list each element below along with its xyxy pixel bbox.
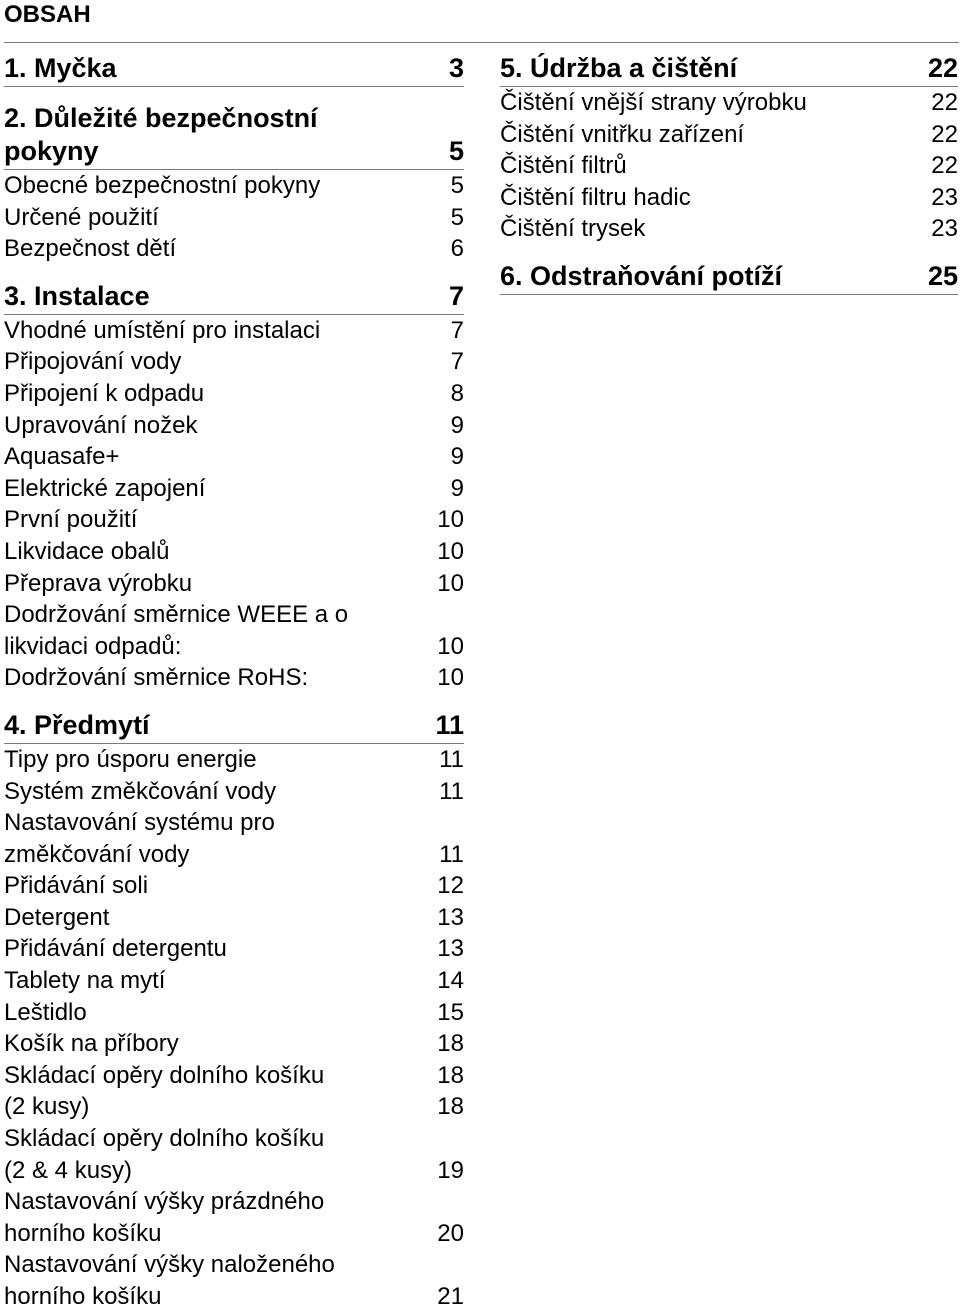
- toc-entry[interactable]: [4, 1028, 464, 1060]
- toc-entry-page: 10: [437, 632, 464, 660]
- section-heading-page: 7: [448, 280, 464, 311]
- toc-entry-page: 23: [931, 183, 958, 211]
- toc-entry-label: Leštidlo: [4, 998, 87, 1026]
- toc-entry-label: (2 kusy): [4, 1093, 90, 1121]
- section-heading-title: 4. Předmytí: [4, 709, 150, 740]
- toc-entry-label: Elektrické zapojení: [4, 474, 206, 502]
- section-gap: [4, 87, 464, 102]
- toc-entry[interactable]: [500, 119, 958, 151]
- section-heading-title: 3. Instalace: [4, 280, 150, 311]
- toc-entry-label: Připojení k odpadu: [4, 379, 205, 407]
- toc-entry-page: 11: [439, 840, 464, 868]
- toc-entry-page: 20: [437, 1219, 464, 1247]
- section-heading[interactable]: [4, 102, 464, 170]
- title-divider: [4, 42, 959, 43]
- toc-section: [4, 709, 464, 1313]
- toc-entry-label: Čištění vnější strany výrobku: [500, 89, 807, 116]
- toc-entry-page: 22: [931, 120, 958, 148]
- toc-entry[interactable]: [4, 870, 464, 902]
- toc-entry[interactable]: [4, 599, 464, 662]
- toc-entry-label: Tablety na mytí: [4, 967, 166, 995]
- section-heading[interactable]: [4, 709, 464, 744]
- section-heading-page: 11: [435, 709, 464, 740]
- toc-entry-page: 18: [437, 1030, 464, 1058]
- toc-entry-label: Přeprava výrobku: [4, 569, 193, 597]
- toc-entry[interactable]: [4, 807, 464, 870]
- toc-entry-page: 7: [450, 316, 464, 344]
- section-heading-page: 22: [927, 53, 958, 83]
- toc-entry-page: 11: [439, 777, 464, 805]
- toc-entry-page: 10: [437, 664, 464, 692]
- toc-entry[interactable]: [4, 473, 464, 505]
- toc-entry-page: 22: [931, 152, 958, 180]
- section-heading-title: 5. Údržba a čištění: [500, 53, 738, 83]
- section-heading[interactable]: [4, 280, 464, 315]
- toc-entry-label: Obecné bezpečnostní pokyny: [4, 172, 321, 199]
- toc-entry[interactable]: [4, 1186, 464, 1249]
- toc-entry[interactable]: [500, 150, 958, 182]
- section-gap: [4, 694, 464, 709]
- toc-entry-label: Přidávání detergentu: [4, 935, 227, 963]
- toc-section: [4, 280, 464, 694]
- toc-entry-page: 9: [450, 411, 464, 439]
- toc-entry[interactable]: [4, 1060, 464, 1092]
- toc-entry-label: Košík na příbory: [4, 1030, 179, 1058]
- toc-section: [4, 52, 464, 87]
- toc-entry[interactable]: [4, 202, 464, 234]
- toc-entry-label: Nastavování systému pro změkčování vody: [4, 809, 275, 868]
- toc-entry-page: 19: [437, 1156, 464, 1184]
- toc-entry[interactable]: [4, 441, 464, 473]
- toc-entry[interactable]: [4, 1249, 464, 1312]
- toc-entry-page: 18: [437, 1061, 464, 1089]
- toc-entry-label: Přidávání soli: [4, 872, 149, 900]
- toc-entry-label: Skládací opěry dolního košíku (2 & 4 kusy): [4, 1125, 325, 1184]
- toc-entry-label: Skládací opěry dolního košíku: [4, 1061, 325, 1089]
- toc-entry[interactable]: [4, 233, 464, 265]
- toc-entry-label: Upravování nožek: [4, 411, 198, 439]
- section-entries: [4, 170, 464, 265]
- toc-entry[interactable]: [4, 1091, 464, 1123]
- toc-entry[interactable]: [4, 965, 464, 997]
- toc-left-column: [4, 52, 464, 1313]
- toc-entry[interactable]: [4, 933, 464, 965]
- toc-entry-page: 15: [437, 998, 464, 1026]
- toc-entry-page: 14: [437, 967, 464, 995]
- toc-entry[interactable]: [4, 315, 464, 347]
- section-heading[interactable]: [4, 52, 464, 87]
- toc-entry-label: Čištění vnitřku zařízení: [500, 120, 745, 148]
- toc-entry[interactable]: [4, 997, 464, 1029]
- toc-entry[interactable]: [4, 776, 464, 808]
- toc-entry-page: 13: [437, 903, 464, 931]
- toc-right-column: [500, 52, 958, 295]
- toc-section: [500, 52, 958, 245]
- toc-entry[interactable]: [4, 568, 464, 600]
- toc-entry-label: Systém změkčování vody: [4, 777, 277, 805]
- toc-entry-label: Připojování vody: [4, 348, 182, 376]
- toc-entry-page: 11: [439, 745, 464, 773]
- toc-entry[interactable]: [500, 213, 958, 245]
- toc-section: [4, 102, 464, 265]
- toc-entry-label: Bezpečnost dětí: [4, 235, 177, 263]
- toc-entry-page: 21: [437, 1283, 464, 1310]
- toc-section: [500, 260, 958, 295]
- toc-entry[interactable]: [4, 536, 464, 568]
- toc-entry[interactable]: [4, 504, 464, 536]
- page-title: OBSAH: [4, 1, 91, 28]
- toc-entry-label: První použití: [4, 506, 138, 534]
- toc-entry-label: Aquasafe+: [4, 443, 120, 471]
- toc-entry-page: 10: [437, 537, 464, 565]
- toc-entry-label: Čištění filtrů: [500, 152, 627, 180]
- toc-entry[interactable]: [4, 346, 464, 378]
- toc-entry[interactable]: [4, 902, 464, 934]
- toc-entry[interactable]: [500, 182, 958, 214]
- section-entries: [4, 744, 464, 1313]
- section-heading[interactable]: [500, 260, 958, 295]
- section-gap: [4, 265, 464, 280]
- section-entries: [4, 315, 464, 694]
- toc-entry-page: 8: [450, 379, 464, 407]
- toc-entry[interactable]: [4, 378, 464, 410]
- toc-entry-page: 7: [450, 348, 464, 376]
- toc-entry-label: Nastavování výšky naloženého horního košíku: [4, 1251, 335, 1310]
- section-heading-title: 1. Myčka: [4, 53, 117, 83]
- toc-entry-label: Likvidace obalů: [4, 537, 170, 565]
- toc-entry-page: 10: [437, 569, 464, 597]
- section-heading-page: 25: [927, 260, 958, 291]
- toc-entry-label: Dodržování směrnice RoHS:: [4, 664, 309, 692]
- toc-entry-label: Čištění filtru hadic: [500, 183, 691, 211]
- toc-entry[interactable]: [4, 170, 464, 202]
- section-heading-title: 2. Důležité bezpečnostní pokyny: [4, 103, 318, 166]
- toc-entry-label: Čištění trysek: [500, 215, 646, 243]
- toc-entry-label: Detergent: [4, 903, 110, 931]
- section-heading-title: 6. Odstraňování potíží: [500, 260, 783, 291]
- section-heading-page: 3: [448, 53, 464, 83]
- toc-entry-label: Nastavování výšky prázdného horního košíku: [4, 1188, 325, 1247]
- section-heading[interactable]: [500, 52, 958, 87]
- toc-entry[interactable]: [4, 662, 464, 694]
- toc-entry-page: 9: [450, 443, 464, 471]
- toc-entry[interactable]: [4, 744, 464, 776]
- toc-entry-page: 6: [450, 235, 464, 263]
- toc-entry[interactable]: [4, 1123, 464, 1186]
- toc-entry-page: 23: [931, 215, 958, 243]
- toc-entry[interactable]: [500, 87, 958, 119]
- toc-entry-page: 10: [437, 506, 464, 534]
- toc-entry-page: 5: [450, 172, 464, 199]
- section-heading-page: 5: [448, 136, 464, 166]
- toc-entry-page: 13: [437, 935, 464, 963]
- section-gap: [500, 245, 958, 260]
- toc-entry-page: 9: [450, 474, 464, 502]
- toc-entry-label: Tipy pro úsporu energie: [4, 745, 257, 773]
- toc-entry-label: Vhodné umístění pro instalaci: [4, 316, 321, 344]
- section-entries: [500, 87, 958, 245]
- toc-entry-page: 18: [437, 1093, 464, 1121]
- toc-entry-page: 12: [437, 872, 464, 900]
- toc-entry-page: 22: [931, 89, 958, 116]
- toc-entry-page: 5: [450, 203, 464, 231]
- toc-entry[interactable]: [4, 410, 464, 442]
- toc-entry-label: Dodržování směrnice WEEE a o likvidaci odpadů:: [4, 601, 349, 660]
- toc-entry-label: Určené použití: [4, 203, 159, 231]
